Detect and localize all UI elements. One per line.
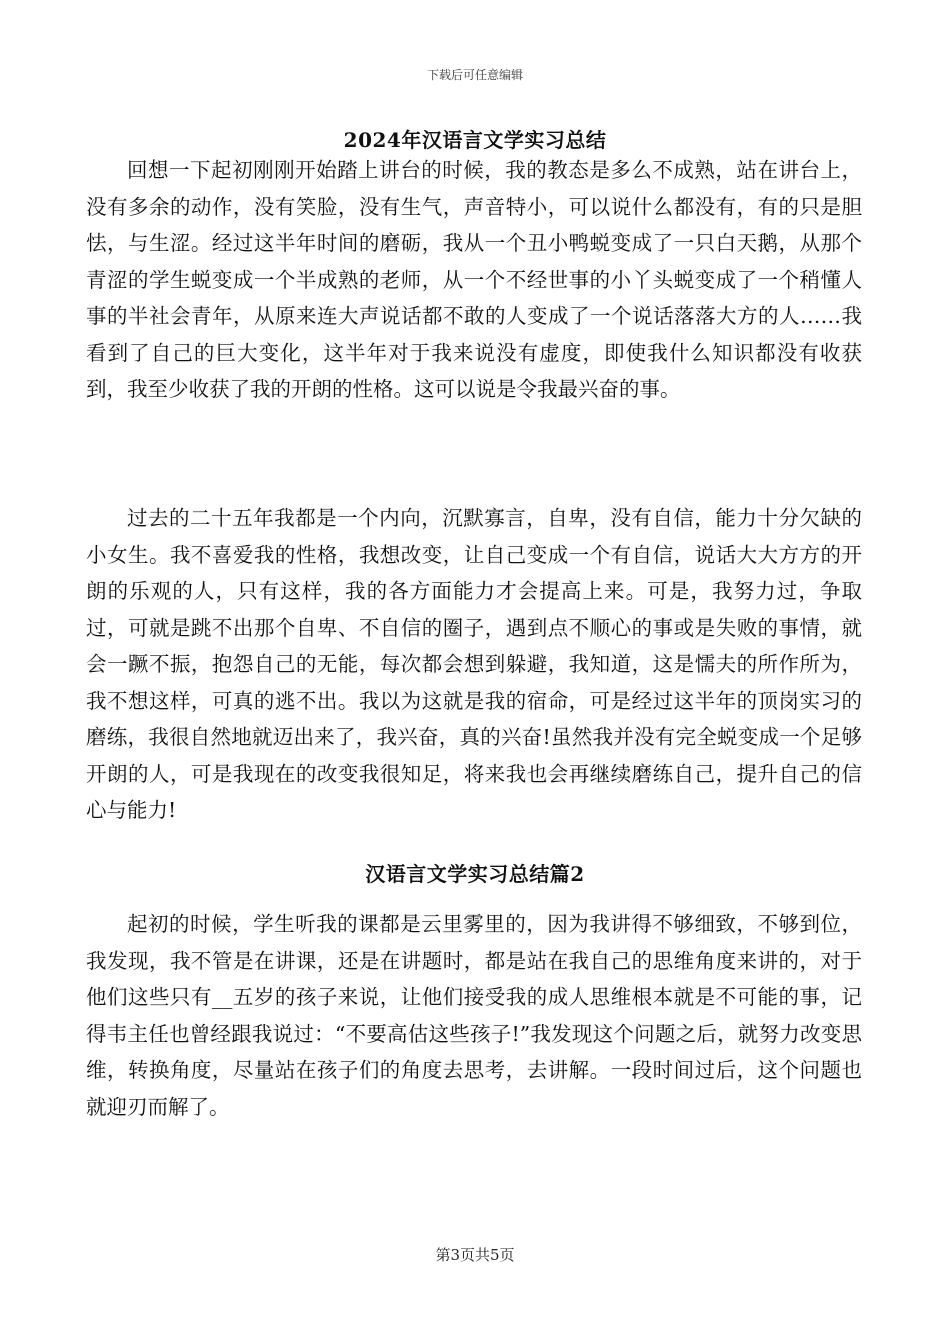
section-title: 汉语言文学实习总结篇2 [365, 862, 585, 886]
body-paragraph-2: 过去的二十五年我都是一个内向，沉默寡言，自卑，没有自信，能力十分欠缺的小女生。我不喜爱我的性格，我想改变，让自己变成一个有自信，说话大大方方的开朗的乐观的人，只有这样，我的各方面能力才会提高上来。可是，我努力过，争取过，可就是跳不出那个自卑、不自信的圈子，遇到点不顺心的事或是失败的事情，就会一蹶不振，抱怨自己的无能，每次都会想到躲避，我知道，这是懦夫的所作所为，我不想这样，可真的逃不出。我以为这就是我的宿命，可是经过这半年的顶岗实习的磨练，我很自然地就迈出来了，我兴奋，真的兴奋!虽然我并没有完全蜕变成一个足够开朗的人，可是我现在的改变我很知足，将来我也会再继续磨练自己，提升自己的信心与能力! [86, 506, 862, 822]
header-note: 下载后可任意编辑 [426, 68, 523, 82]
document-title: 2024年汉语言文学实习总结 [343, 128, 607, 152]
page-number-footer: 第3页共5页 [435, 1246, 515, 1264]
body-paragraph-1: 回想一下起初刚刚开始踏上讲台的时候，我的教态是多么不成熟，站在讲台上，没有多余的动作，没有笑脸，没有生气，声音特小，可以说什么都没有，有的只是胆怯，与生涩。经过这半年时间的磨砺，我从一个丑小鸭蜕变成了一只白天鹅，从那个青涩的学生蜕变成一个半成熟的老师，从一个不经世事的小丫头蜕变成了一个稍懂人事的半社会青年，从原来连大声说话都不敢的人变成了一个说话落落大方的人……我看到了自己的巨大变化，这半年对于我来说没有虚度，即使我什么知识都没有收获到，我至少收获了我的开朗的性格。这可以说是令我最兴奋的事。 [86, 158, 862, 401]
section-paragraph-1: 起初的时候，学生听我的课都是云里雾里的，因为我讲得不够细致，不够到位，我发现，我不管是在讲课，还是在讲题时，都是站在我自己的思维角度来讲的，对于他们这些只有__五岁的孩子来说，让他们接受我的成人思维根本就是不可能的事，记得韦主任也曾经跟我说过：“不要高估这些孩子!”我发现这个问题之后，就努力改变思维，转换角度，尽量站在孩子们的角度去思考，去讲解。一段时间过后，这个问题也就迎刃而解了。 [86, 912, 862, 1119]
